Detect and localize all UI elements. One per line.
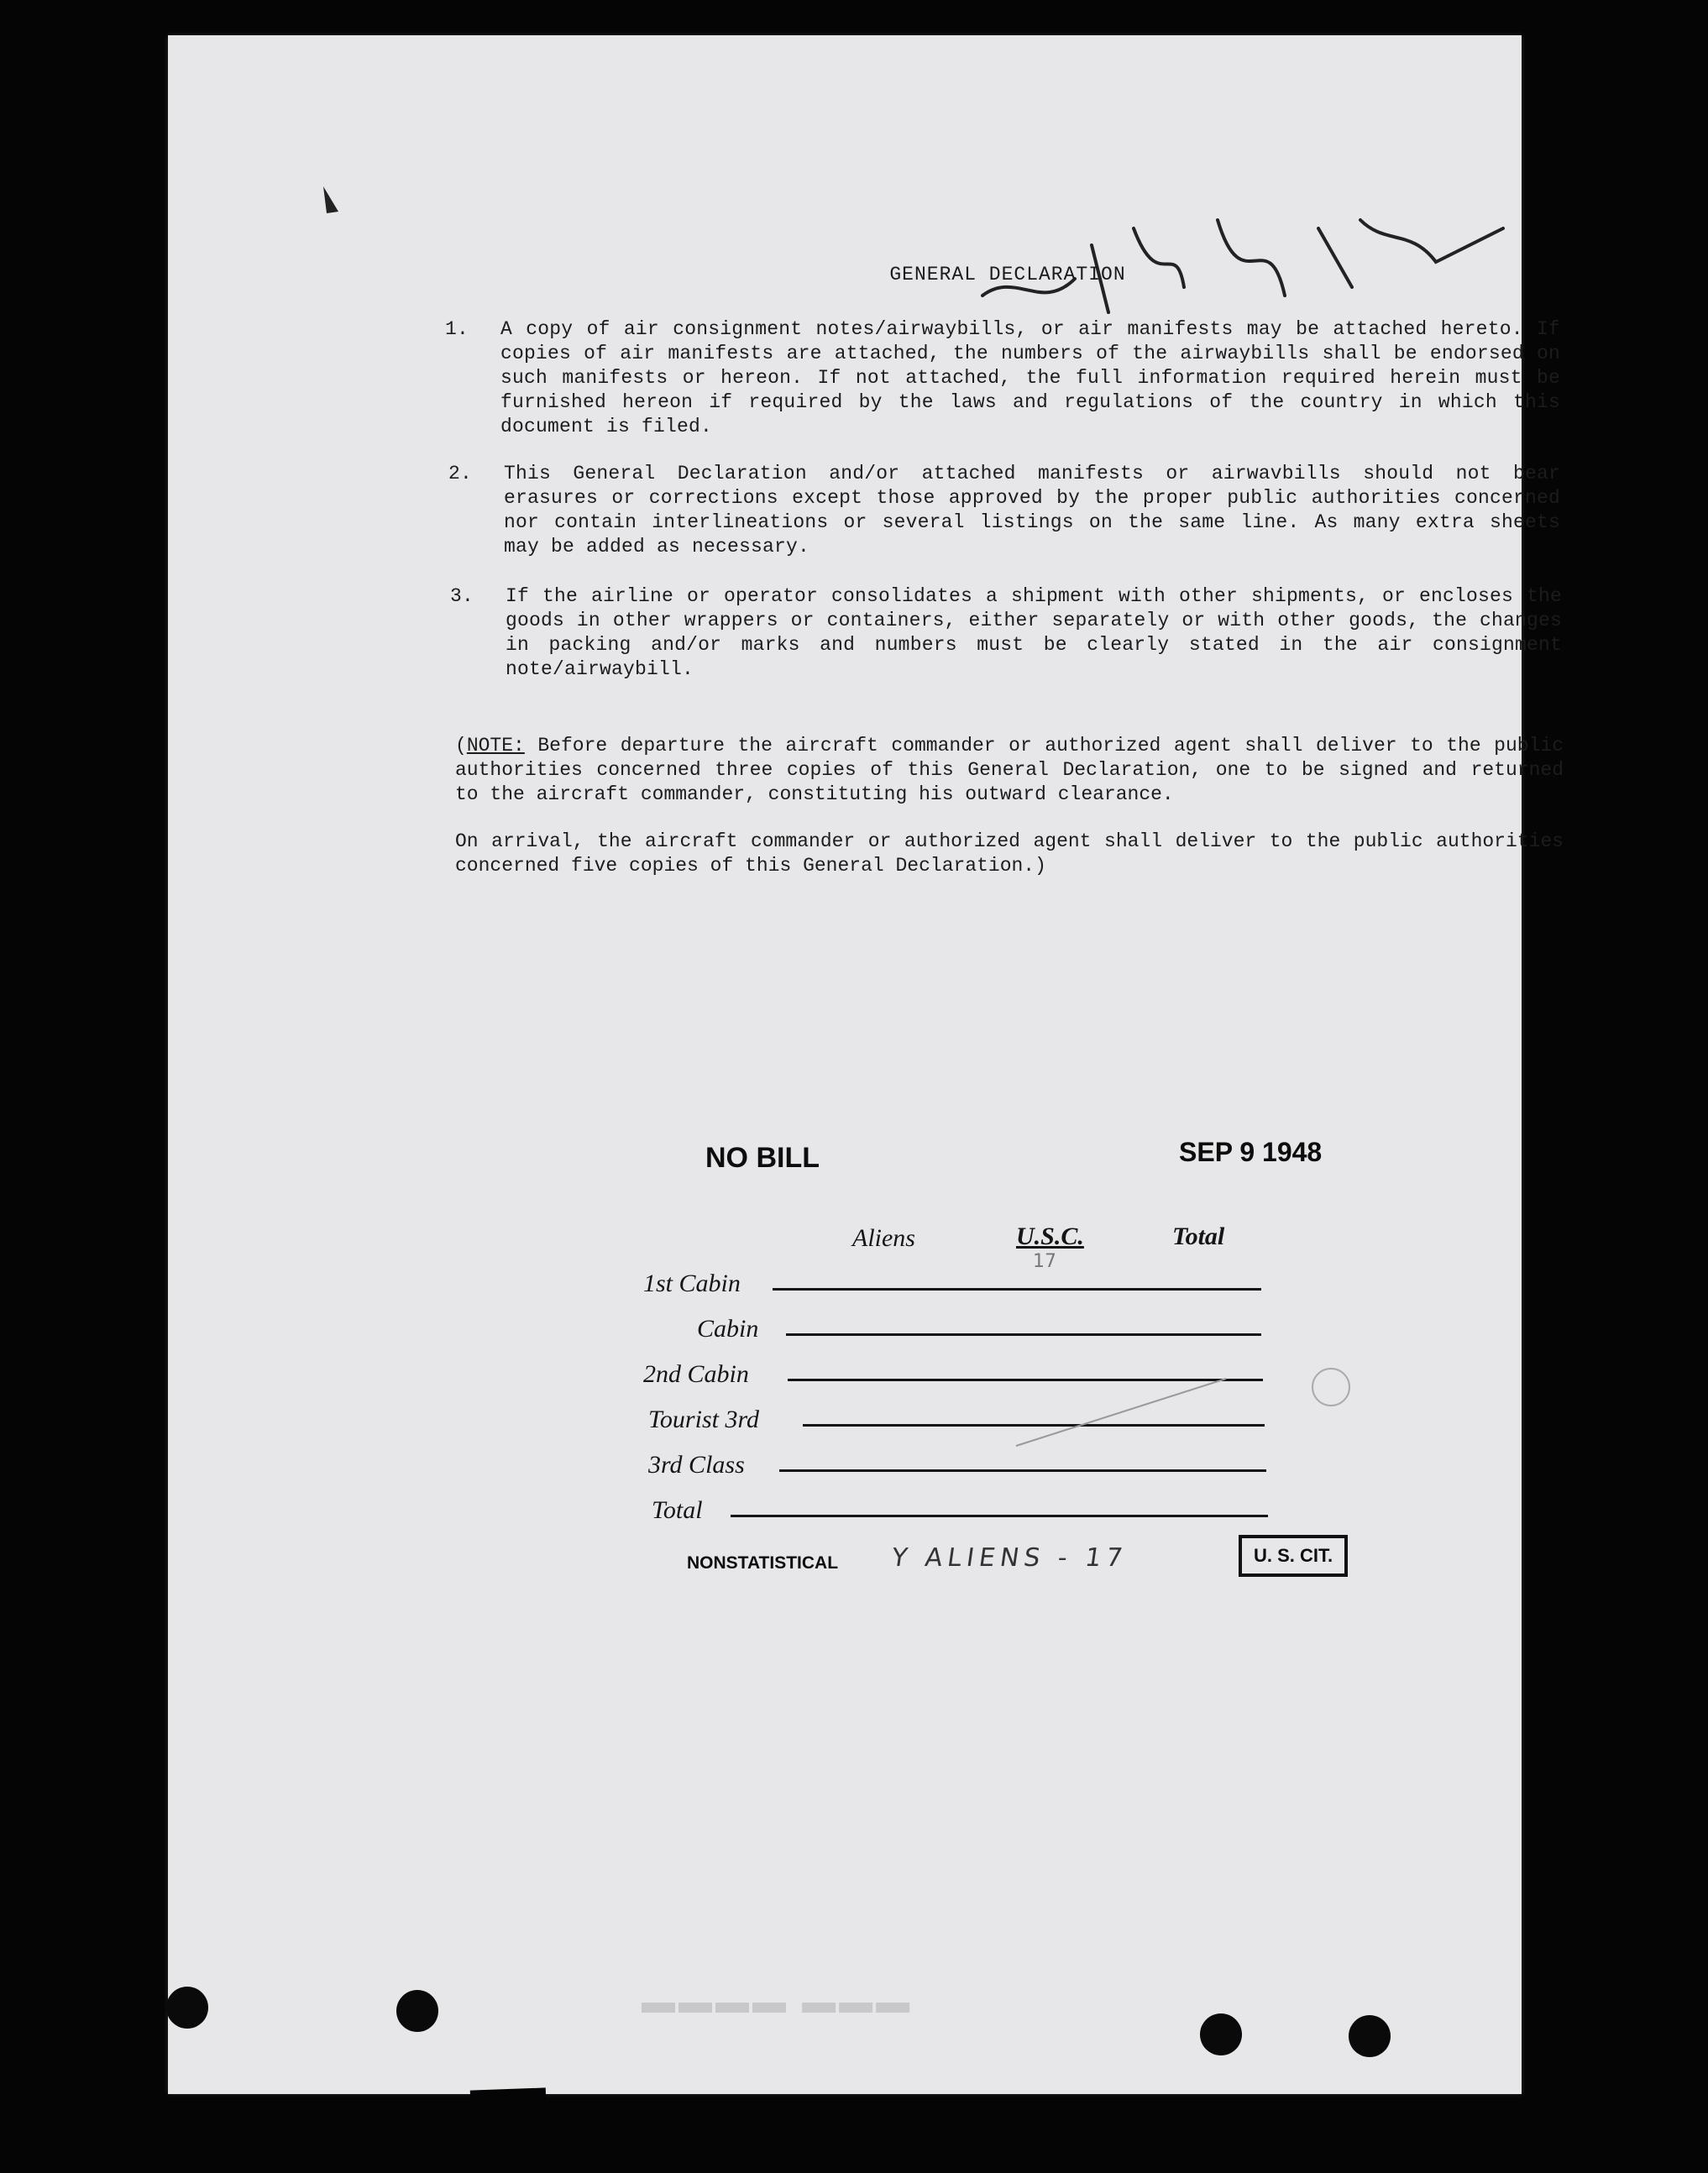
row-tourist-3rd: Tourist 3rd [648,1406,760,1433]
ink-mark [315,178,348,220]
punch-hole [166,1987,208,2029]
clause-number: 3. [450,585,474,607]
row-1st-cabin: 1st Cabin [643,1270,741,1297]
pencil-scribble [1008,1362,1276,1463]
arrival-paragraph: On arrival, the aircraft commander or authorized agent shall deliver to the public authorities concerned five copies of this General Declaration.) [455,830,1564,877]
row-3rd-class: 3rd Class [648,1451,745,1479]
punch-hole [1349,2015,1391,2057]
document-page [168,35,1564,2094]
row-2nd-cabin: 2nd Cabin [643,1360,749,1388]
note-paragraph [455,734,1564,807]
column-aliens: Aliens [852,1224,915,1252]
column-usc: U.S.C. [1016,1223,1084,1250]
column-total: Total [1172,1223,1225,1250]
document-title: GENERAL DECLARATION [889,264,1126,285]
punch-hole [1200,2013,1242,2055]
row-cabin: Cabin [697,1315,759,1343]
row-total: Total [652,1496,703,1524]
row-line [773,1288,1261,1291]
clause-1 [445,317,1560,439]
punch-hole [396,1990,438,2032]
date-stamp: SEP 9 1948 [1179,1137,1323,1167]
row-line [786,1333,1261,1336]
us-cit-stamp: U. S. CIT. [1239,1535,1348,1577]
bleed-through-text: ▬▬▬ ▬▬▬▬ [638,1983,910,2020]
note-label: NOTE: [466,735,525,757]
clause-number: 1. [445,318,469,340]
clause-2 [448,462,1560,559]
row-line [731,1515,1268,1517]
note-paren: ( [455,735,467,757]
clause-number: 2. [448,463,473,484]
clause-text: A copy of air consignment notes/airwaybills, or air manifests may be attached hereto. If copies of air manifests are attached, the numbers of the airwaybills shall be endorsed on such manifests or hereon. If not attached, the full information required herein must be furnished hereon if required by the laws and regulations of the country in which this document is filed. [500,318,1560,437]
note-text: Before departure the aircraft commander or authorized agent shall deliver to the public authorities concerned three copies of this General Declaration, one to be signed and returned to the aircraft commander, constituting his outward clearance. [455,735,1564,805]
clause-text: If the airline or operator consolidates a shipment with other shipments, or encloses the goods in other wrappers or containers, either separately or with other goods, the changes in packing and/or marks and numbers must be clearly stated in the air consignment note/airwaybill. [506,585,1562,680]
nonstatistical-stamp: NONSTATISTICAL [687,1553,839,1573]
clause-text: This General Declaration and/or attached manifests or airwavbills should not bear erasures or corrections except those approved by the proper public authorities concerned nor contain interlineations or several listings on the same line. As many extra sheets may be added as necessary. [504,463,1560,558]
usc-count-mark: 17 [1033,1251,1056,1272]
pencil-circle-mark [1306,1362,1365,1421]
handwritten-aliens-note: Y ALIENS - 17 [889,1543,1129,1573]
row-line [779,1469,1266,1472]
no-bill-stamp: NO BILL [705,1142,820,1174]
clause-3 [450,584,1562,682]
